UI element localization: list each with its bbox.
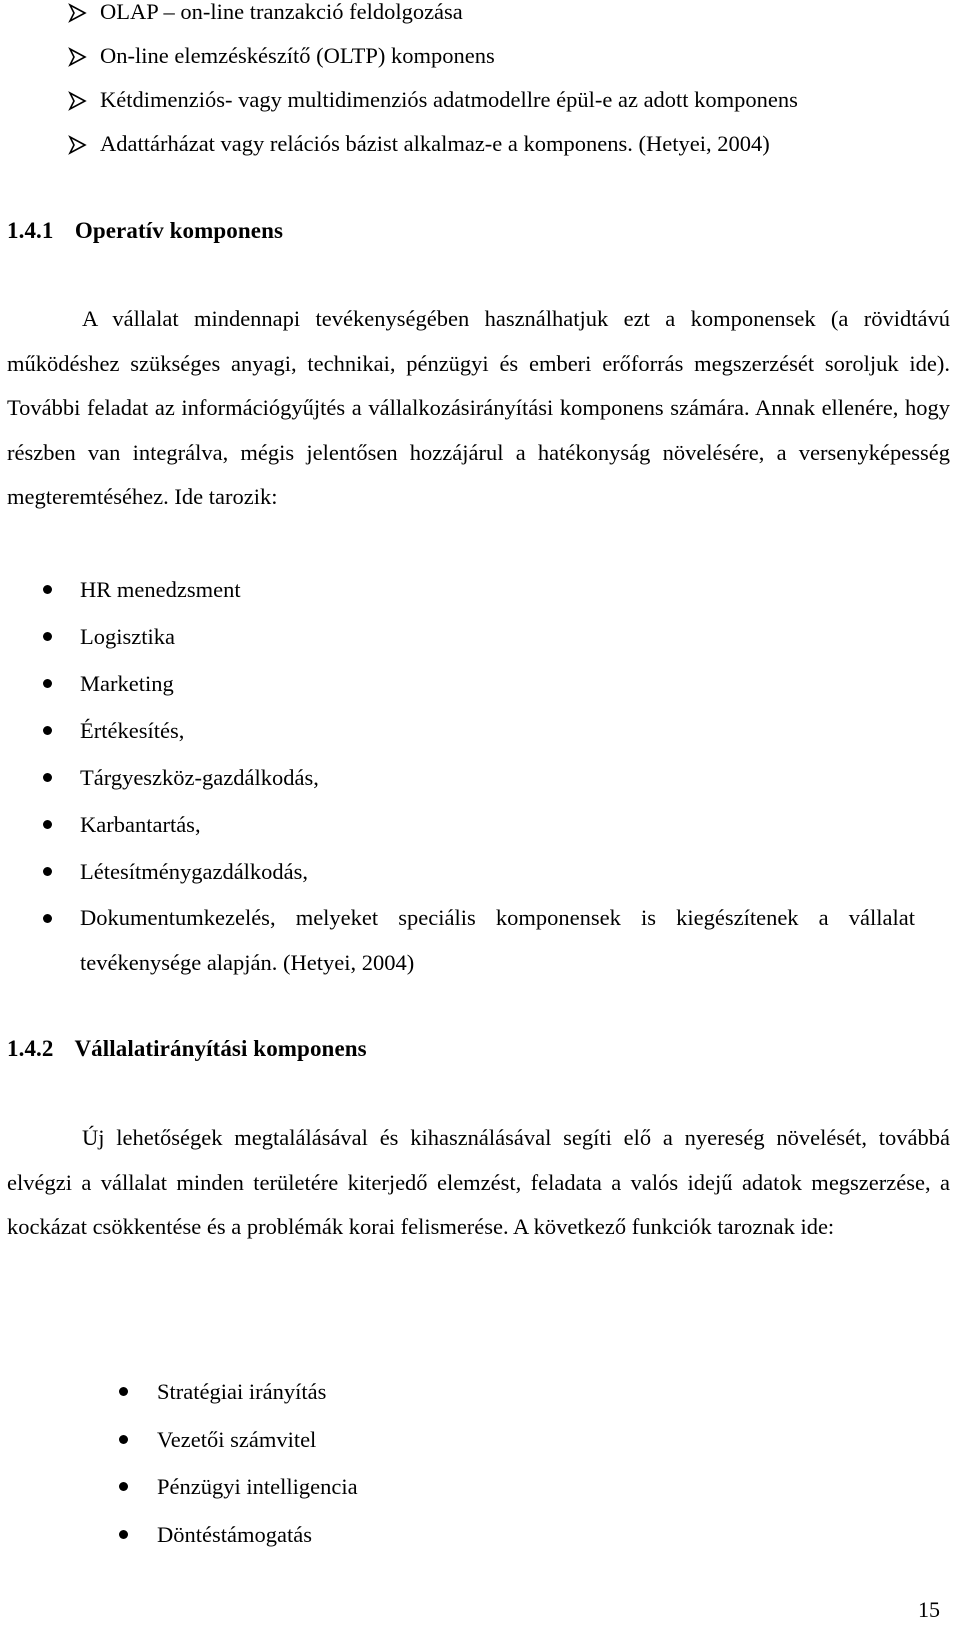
list-item-text: Döntéstámogatás — [157, 1521, 312, 1547]
bullet-dot-icon — [43, 914, 52, 923]
page-number: 15 — [918, 1597, 940, 1622]
arrow-bullet-list — [0, 0, 940, 166]
bullet-dot-icon — [43, 632, 52, 641]
bullet-dot-icon — [43, 867, 52, 876]
list-item — [0, 613, 940, 660]
bullet-dot-icon — [43, 679, 52, 688]
bullet-dot-icon — [43, 773, 52, 782]
section-paragraph — [7, 297, 950, 520]
section-paragraph — [7, 1116, 950, 1250]
list-item-text: Vezetői számvitel — [157, 1426, 317, 1452]
bullet-dot-icon — [43, 820, 52, 829]
list-item — [0, 754, 940, 801]
list-item-text: Marketing — [80, 671, 174, 696]
list-item-text: Létesítménygazdálkodás, — [80, 859, 309, 884]
list-item-text: Dokumentumkezelés, melyeket speciális komponensek is kiegészítenek a vállalat tevékenysége alapján. (Hetyei, 2004) — [80, 905, 915, 975]
paragraph-text: Új lehetőségek megtalálásával és kihasználásával segíti elő a nyereség növelését, továbbá elvégzi a vállalat minden területére kiterjedő elemzést, feladata a valós idejű adatok megszerzése, a kockázat csökkentése és a problémák korai felismerése. A következő funkciók taroznak ide: — [7, 1125, 950, 1239]
arrow-list-item — [0, 122, 940, 166]
list-item — [0, 1368, 940, 1416]
list-item-text: Logisztika — [80, 624, 175, 649]
arrow-list-item — [0, 34, 940, 78]
bullet-list-management — [0, 1368, 940, 1558]
list-item-text: HR menedzsment — [80, 577, 241, 602]
list-item — [0, 566, 940, 613]
bullet-dot-icon — [119, 1530, 128, 1539]
list-item-text: Tárgyeszköz-gazdálkodás, — [80, 765, 319, 790]
section-title: Vállalatirányítási komponens — [74, 1036, 367, 1061]
arrow-list-item-text: Adattárházat vagy relációs bázist alkalmaz-e a komponens. (Hetyei, 2004) — [100, 131, 770, 156]
bullet-list-operative — [0, 566, 940, 985]
bullet-dot-icon — [43, 585, 52, 594]
list-item-text: Stratégiai irányítás — [157, 1379, 327, 1404]
arrow-bullet-icon — [66, 134, 88, 156]
list-item — [0, 660, 940, 707]
list-item — [0, 848, 940, 895]
list-item-text: Pénzügyi intelligencia — [157, 1474, 358, 1499]
list-item-text: Karbantartás, — [80, 812, 201, 837]
section-number: 1.4.2 — [7, 1036, 54, 1061]
bullet-dot-icon — [119, 1482, 128, 1491]
arrow-bullet-icon — [66, 2, 88, 24]
arrow-list-item-text: OLAP – on-line tranzakció feldolgozása — [100, 0, 463, 24]
list-item — [0, 801, 940, 848]
list-item-text: Értékesítés, — [80, 718, 185, 743]
bullet-dot-icon — [119, 1435, 128, 1444]
section-heading-1-4-1 — [7, 218, 283, 244]
list-item — [0, 1511, 940, 1559]
bullet-dot-icon — [43, 726, 52, 735]
list-item — [0, 707, 940, 754]
bullet-dot-icon — [119, 1387, 128, 1396]
arrow-list-item-text: Kétdimenziós- vagy multidimenziós adatmodellre épül-e az adott komponens — [100, 87, 798, 112]
list-item — [0, 1463, 940, 1511]
section-title: Operatív komponens — [74, 218, 284, 243]
arrow-bullet-icon — [66, 90, 88, 112]
arrow-list-item — [0, 0, 940, 34]
arrow-list-item — [0, 78, 940, 122]
section-number: 1.4.1 — [7, 218, 54, 243]
arrow-list-item-text: On-line elemzéskészítő (OLTP) komponens — [100, 43, 495, 68]
paragraph-text: A vállalat mindennapi tevékenységében használhatjuk ezt a komponensek (a rövidtávú működéshez szükséges anyagi, technikai, pénzügyi és emberi erőforrás megszerzését soroljuk ide). További feladat az információgyűjtés a vállalkozásirányítási komponens számára. Annak ellenére, hogy részben van integrálva, mégis jelentősen hozzájárul a hatékonyság növelésére, a versenyképesség megteremtéséhez. Ide tarozik: — [7, 306, 950, 509]
list-item — [0, 895, 940, 985]
arrow-bullet-icon — [66, 46, 88, 68]
section-heading-1-4-2 — [7, 1036, 367, 1062]
list-item — [0, 1416, 940, 1464]
